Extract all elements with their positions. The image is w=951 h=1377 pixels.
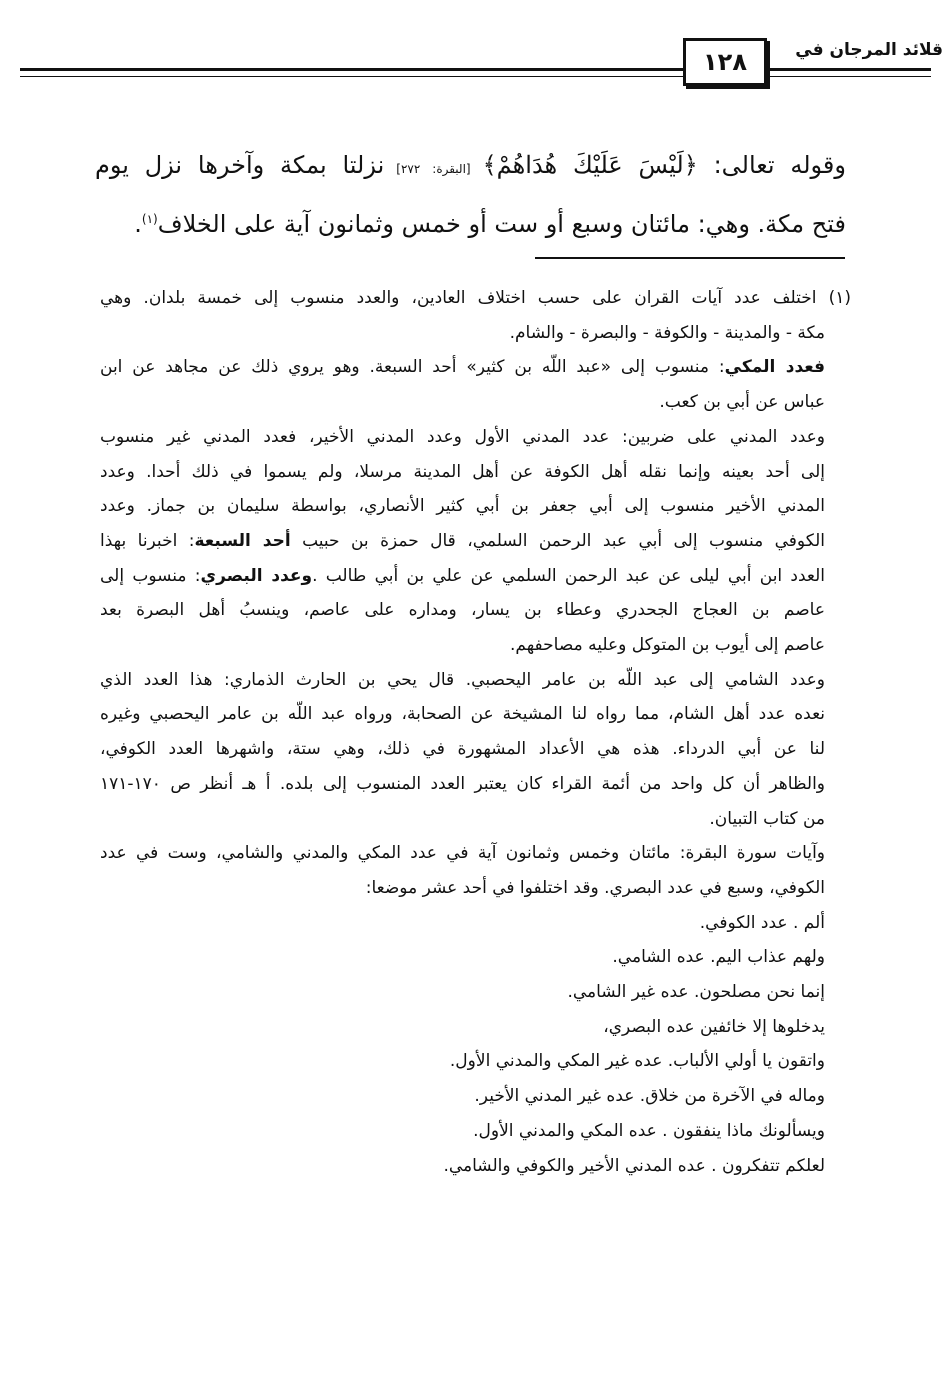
footnote-line: إلى أحد بعينه وإنما نقله أهل الكوفة عن أهل المدينة مرسلا، ولم يسموا في ذلك أحدا. وعدد (100, 461, 825, 482)
footnote-marker[interactable]: (١) (141, 212, 158, 226)
footnote-line (100, 559, 851, 594)
running-title: قلائد المرجان في (795, 40, 943, 60)
footnote-line (100, 350, 851, 385)
footnote-line: من كتاب التبيان. (709, 808, 825, 829)
main-line (95, 194, 846, 249)
footnote-line: وعدد الشامي إلى عبد اللّه بن عامر اليحصبي. قال يحي بن الحارث الذماري: هذا العدد الذي (100, 669, 825, 690)
footnote-line: واتقون يا أولي الألباب. عده غير المكي والمدني الأول. (449, 1051, 825, 1072)
bold-term: فعدد المكي (724, 357, 825, 378)
footnote-line: عباس عن أبي بن كعب. (659, 392, 825, 413)
text: فتح مكة. وهي: مائتان وسبع أو ست أو خمس وثمانون آية على الخلاف (157, 210, 846, 238)
text: الكوفي منسوب إلى أبي عبد الرحمن السلمي، قال حمزة بن حبيب (290, 530, 826, 551)
footnote-line: عاصم إلى أيوب بن المتوكل وعليه مصاحفهم. (509, 635, 825, 656)
footnote-line: إنما نحن مصلحون. عده غير الشامي. (567, 982, 825, 1003)
main-text (95, 140, 846, 249)
quran-verse: ﴿لَيْسَ عَلَيْكَ هُدَاهُمْ﴾ (482, 151, 698, 179)
bold-term: وعدد البصري (200, 565, 313, 586)
footnote-line: عاصم بن العجاج الجحدري وعطاء بن يسار، ومداره على عاصم، وينسبُ أهل البصرة بعد (100, 600, 825, 621)
header-rule (20, 68, 931, 77)
footnote-line (100, 524, 851, 559)
footnote-separator (535, 257, 845, 259)
footnote-line: وآيات سورة البقرة: مائتان وخمس وثمانون آية في عدد المكي والمدني والشامي، وست في عدد (100, 843, 825, 864)
footnote-line: لنا عن أبي الدرداء. هذه هي الأعداد المشهورة في ذلك، وهي ستة، واشهرها العدد الكوفي، (100, 739, 825, 760)
bold-term: أحد السبعة (194, 530, 291, 551)
text: وقوله تعالى: (697, 151, 846, 179)
footnote-line: يدخلوها إلا خائفين عده البصري، (603, 1016, 825, 1037)
text: . (134, 210, 142, 238)
footnote-line: المدني الأخير منسوب إلى أبي جعفر بن أبي كثير الأنصاري، بواسطة سليمان بن جماز. وعدد (100, 496, 825, 517)
text: نزلتا بمكة وآخرها نزل يوم (95, 151, 385, 179)
footnote-line: ويسألونك ماذا ينفقون . عده المكي والمدني الأول. (473, 1120, 825, 1141)
footnote-line: ألم . عدد الكوفي. (699, 912, 825, 933)
footnote-line: وعدد المدني على ضربين: عدد المدني الأول وعدد المدني الأخير، فعدد المدني غير منسوب (100, 426, 825, 447)
text: : منسوب إلى (100, 565, 201, 586)
main-line (95, 140, 846, 194)
footnote-line: وماله في الآخرة من خلاق. عده غير المدني الأخير. (474, 1086, 825, 1107)
page-number: ١٢٨ (683, 38, 767, 86)
text: : منسوب إلى «عبد اللّه بن كثير» أحد السبعة. وهو يروي ذلك عن مجاهد عن ابن (100, 357, 725, 378)
footnote-line: نعده عدد أهل الشام، مما رواه لنا المشيخة عن الصحابة، ورواه عبد اللّه بن عامر اليحصبي وغيره (100, 704, 825, 725)
footnote-line: الكوفي، وسبع في عدد البصري. وقد اختلفوا في أحد عشر موضعا: (365, 877, 825, 898)
footnote-line: (١) اختلف عدد آيات القران على حسب اختلاف العادين، والعدد منسوب إلى خمسة بلدان. وهي (100, 288, 851, 308)
footnote-line: ولهم عذاب اليم. عده الشامي. (612, 947, 825, 968)
footnote-line: والظاهر أن كل واحد من أئمة القراء كان يعتبر العدد المنسوب إلى بلده. أ هـ أنظر ص ١٧٠-١٧١ (100, 773, 825, 794)
text: : اخبرنا بهذا (100, 530, 195, 551)
footnotes (100, 281, 851, 1183)
verse-reference: [البقرة: ٢٧٢] (384, 162, 483, 176)
footnote-line: لعلكم تتفكرون . عده المدني الأخير والكوفي والشامي. (443, 1155, 825, 1176)
text: العدد ابن أبي ليلى عن عبد الرحمن السلمي عن علي بن أبي طالب . (312, 565, 826, 586)
footnote-line: مكة - والمدينة - والكوفة - والبصرة - والشام. (509, 322, 825, 343)
